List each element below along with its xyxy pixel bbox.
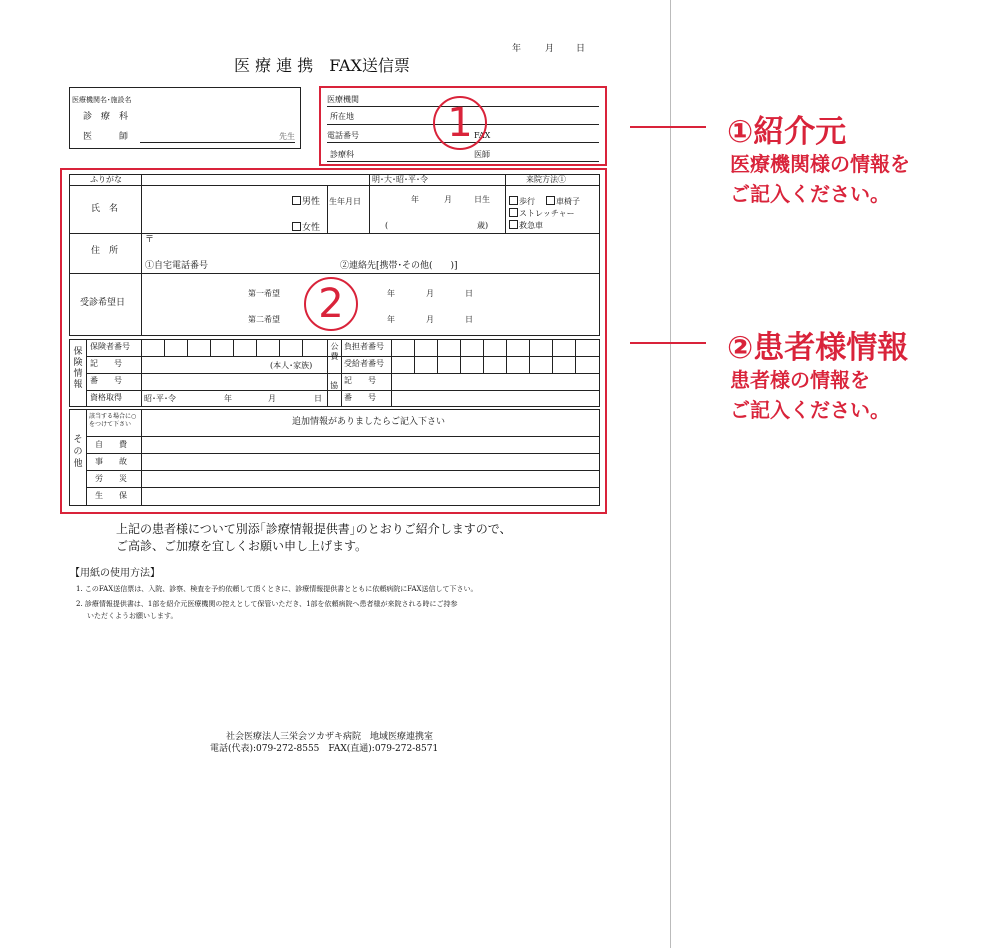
- annotation-2-pointer: [630, 342, 706, 344]
- ambulance-option[interactable]: 救急車: [509, 220, 543, 230]
- closing-line-2: ご高診、ご加療を宜しくお願い申し上げます。: [116, 539, 368, 553]
- date-day: 日: [576, 44, 586, 54]
- annotation-2-line1: 患者様の情報を: [730, 368, 870, 392]
- stretcher-checkbox[interactable]: [509, 208, 518, 217]
- additional-info-label: 追加情報がありましたらご記入下さい: [292, 417, 446, 427]
- footer-hospital: 社会医療法人三栄会ツカザキ病院 地域医療連携室: [226, 732, 434, 742]
- ambulance-checkbox[interactable]: [509, 220, 518, 229]
- contact-label: ②連絡先[携帯･その他( )]: [340, 261, 458, 271]
- qualified-label: 資格取得: [90, 393, 122, 402]
- visit-method-label: 来院方法①: [526, 175, 566, 184]
- other-side-label: その他: [73, 435, 83, 469]
- insurance-side-label: 保険情報: [73, 347, 83, 390]
- symbol-label: 記 号: [90, 359, 122, 368]
- ref-dept: 診療科: [330, 150, 354, 159]
- wheelchair-option[interactable]: 車椅子: [546, 196, 580, 206]
- burden-no-label: 負担者番号: [344, 342, 384, 351]
- form-title: 医 療 連 携 FAX送信票: [234, 56, 410, 75]
- birth-year: 年: [411, 195, 419, 204]
- first-day: 日: [465, 289, 473, 298]
- qual-year: 年: [224, 394, 232, 403]
- desired-date-label: 受診希望日: [80, 298, 126, 308]
- ref-phone: 電話番号: [327, 131, 359, 140]
- home-phone-label: ①自宅電話番号: [145, 261, 209, 271]
- usage-1: 1. このFAX送信票は、入院、診察、検査を予約依頼して頂くときに、診療情報提供書とともに依頼病院にFAX送信して下さい。: [76, 585, 478, 593]
- male-checkbox[interactable]: [292, 196, 301, 205]
- usage-2a: 2. 診療情報提供書は、1部を紹介元医療機関の控えとして保管いただき、1部を依頼病院へ患者様が来院される時にご持参: [76, 600, 458, 608]
- era-options: 明･大･昭･平･令: [372, 175, 428, 184]
- wheelchair-checkbox[interactable]: [546, 196, 555, 205]
- showa-label: 昭･平･令: [144, 394, 176, 403]
- walk-option[interactable]: 歩行: [509, 196, 535, 206]
- usage-2b: いただくようお願いします。: [87, 612, 178, 620]
- age-open: (: [385, 221, 389, 230]
- annotation-1-title: ①紹介元: [727, 114, 847, 150]
- second-month: 月: [426, 315, 434, 324]
- ref-institution: 医療機関: [327, 95, 359, 104]
- date-month: 月: [545, 44, 555, 54]
- ref-address: 所在地: [330, 112, 354, 121]
- number2-label: 番 号: [344, 393, 376, 402]
- birth-month: 月: [444, 195, 452, 204]
- ref-fax: FAX: [474, 131, 491, 140]
- first-year: 年: [387, 289, 395, 298]
- row-accident: 事 故: [95, 457, 127, 466]
- annotation-1-pointer: [630, 126, 706, 128]
- annotation-2-title: ②患者様情報: [727, 330, 909, 366]
- annotation-1-line1: 医療機関様の情報を: [730, 152, 910, 176]
- closing-line-1: 上記の患者様について別添｢診療情報提供書｣のとおりご紹介しますので、: [116, 522, 512, 536]
- name-label: 氏 名: [91, 204, 119, 214]
- annotation-2-line2: ご記入ください。: [730, 398, 890, 422]
- furigana-label: ふりがな: [90, 175, 122, 184]
- assoc-label: 協: [330, 381, 338, 390]
- walk-checkbox[interactable]: [509, 196, 518, 205]
- qual-day: 日: [314, 394, 322, 403]
- date-year: 年: [512, 44, 522, 54]
- second-year: 年: [387, 315, 395, 324]
- marker-one-circle: 1: [433, 96, 487, 150]
- second-day: 日: [465, 315, 473, 324]
- male-option[interactable]: 男性: [292, 196, 320, 207]
- birth-day: 日生: [474, 195, 490, 204]
- marker-two-circle: 2: [304, 277, 358, 331]
- self-family-label: (本人･家族): [270, 361, 313, 370]
- annotation-1-line2: ご記入ください。: [730, 182, 890, 206]
- facility-label: 医療機関名･施設名: [72, 96, 132, 104]
- symbol2-label: 記 号: [344, 376, 376, 385]
- stretcher-option[interactable]: ストレッチャー: [509, 208, 575, 218]
- second-choice-label: 第二希望: [248, 315, 280, 324]
- row-welfare: 生 保: [95, 491, 127, 500]
- insurer-no-label: 保険者番号: [90, 342, 130, 351]
- first-month: 月: [426, 289, 434, 298]
- row-workers-comp: 労 災: [95, 474, 127, 483]
- dept-label: 診 療 科: [83, 112, 129, 122]
- birth-label: 生年月日: [329, 197, 361, 206]
- postal-mark: 〒: [145, 235, 155, 245]
- address-label: 住 所: [91, 246, 119, 256]
- row-self-pay: 自 費: [95, 440, 127, 449]
- footer-contact: 電話(代表):079-272-8555 FAX(直通):079-272-8571: [210, 744, 439, 754]
- other-note: 該当する場合に○をつけて下さい: [89, 413, 137, 428]
- sensei-label: 先生: [279, 132, 295, 141]
- female-option[interactable]: 女性: [292, 222, 320, 233]
- recipient-no-label: 受給者番号: [344, 359, 384, 368]
- first-choice-label: 第一希望: [248, 289, 280, 298]
- doctor-label: 医 師: [83, 132, 129, 142]
- usage-title: 【用紙の使用方法】: [70, 568, 160, 579]
- number-label: 番 号: [90, 376, 122, 385]
- female-checkbox[interactable]: [292, 222, 301, 231]
- public-label: 公費: [330, 342, 339, 361]
- qual-month: 月: [268, 394, 276, 403]
- ref-doctor: 医師: [474, 150, 490, 159]
- age-label: 歳): [477, 221, 489, 230]
